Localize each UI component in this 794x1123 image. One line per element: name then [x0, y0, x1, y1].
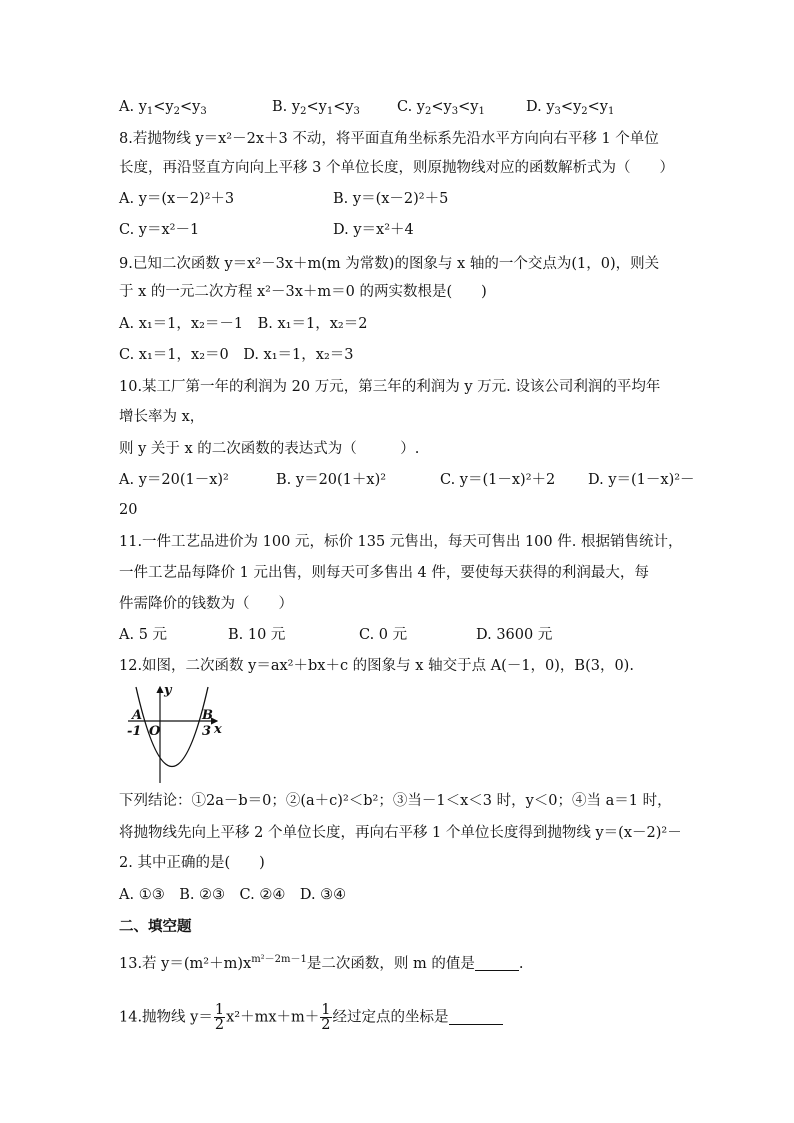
- q11-option-b: B. 10 元: [228, 627, 286, 643]
- q8-option-c: C. y＝x²－1: [119, 222, 200, 238]
- q11-stem-line2: 一件工艺品每降价 1 元出售，则每天可多售出 4 件，要使每天获得的利润最大，每: [119, 565, 649, 581]
- q13-answer-blank[interactable]: [475, 956, 519, 971]
- q9-stem-line2: 于 x 的一元二次方程 x²－3x＋m＝0 的两实数根是( ): [119, 284, 487, 300]
- y-axis-label: y: [164, 683, 172, 698]
- q11-stem-line1: 11.一件工艺品进价为 100 元，标价 135 元售出，每天可售出 100 件. 根据销售统计，: [119, 534, 683, 550]
- q14-stem: 14.抛物线 y＝ $\frac{1}{2}$ x²＋mx＋m＋ $\frac{1}{2}$ 经过定点的坐标是: [119, 1003, 503, 1032]
- q11-stem-line3: 件需降价的钱数为（ ）: [119, 596, 293, 612]
- q13-stem: 13.若 $y=(m^2+m)x^{m^2-2m-1}$是二次函数，则 m 的值是 .: [119, 954, 524, 972]
- q13-exponent: m²－2m－1: [251, 954, 307, 965]
- origin-label: O: [149, 724, 161, 739]
- q10-stem-line3: 则 y 关于 x 的二次函数的表达式为（ ）.: [119, 441, 420, 457]
- q11-option-a: A. 5 元: [119, 627, 168, 643]
- q12-stem-line4: 2. 其中正确的是( ): [119, 855, 265, 871]
- q7-option-d: D. $y_3<y_2<y_1$: [526, 99, 615, 117]
- tick-label-3: 3: [202, 724, 212, 739]
- fraction-one-half-2: $\frac{1}{2}$: [321, 1002, 331, 1033]
- q9-options-ab: A. x₁＝1，x₂＝－1 B. x₁＝1，x₂＝2: [119, 316, 368, 332]
- q9-stem-line1: 9.已知二次函数 y＝x²－3x＋m(m 为常数)的图象与 x 轴的一个交点为(1，0)，则关: [119, 256, 660, 272]
- q11-option-d: D. 3600 元: [476, 627, 553, 643]
- q8-option-d: D. y＝x²＋4: [333, 222, 414, 238]
- q7-option-b: B. $y_2<y_1<y_3$: [272, 99, 360, 117]
- q9-options-cd: C. x₁＝1，x₂＝0 D. x₁＝1，x₂＝3: [119, 347, 354, 363]
- q12-stem-line1: 12.如图，二次函数 y＝ax²＋bx＋c 的图象与 x 轴交于点 A(－1，0)，B(3，0).: [119, 658, 634, 674]
- q10-stem-line2: 增长率为 x，: [119, 409, 205, 425]
- q12-stem-line3: 将抛物线先向上平移 2 个单位长度，再向右平移 1 个单位长度得到抛物线 y＝(x－2)²－: [119, 825, 682, 841]
- q10-option-b: B. y＝20(1＋x)²: [276, 472, 387, 488]
- fraction-one-half: $\frac{1}{2}$: [214, 1002, 225, 1033]
- q8-option-a: A. y＝(x－2)²＋3: [119, 191, 235, 207]
- q11-option-c: C. 0 元: [359, 627, 408, 643]
- x-axis-label: x: [214, 722, 222, 737]
- q13-expression: (m²＋m)x: [183, 956, 252, 972]
- q8-option-b: B. y＝(x－2)²＋5: [333, 191, 449, 207]
- q7-option-a: A. $y_1<y_2<y_3$: [119, 99, 207, 117]
- point-a-label: A: [132, 708, 143, 723]
- tick-label-neg1: -1: [127, 724, 142, 739]
- q14-answer-blank[interactable]: [449, 1010, 503, 1025]
- point-b-label: B: [202, 708, 213, 723]
- q7-option-c: C. $y_2<y_3<y_1$: [397, 99, 485, 117]
- q10-stem-line1: 10.某工厂第一年的利润为 20 万元，第三年的利润为 y 万元. 设该公司利润的平均年: [119, 379, 661, 395]
- parabola-curve: [136, 687, 208, 767]
- section-heading: 二、填空题: [119, 918, 192, 935]
- q10-option-a: A. y＝20(1－x)²: [119, 472, 229, 488]
- q10-option-d: D. y＝(1－x)²－: [588, 472, 695, 488]
- q10-option-c: C. y＝(1－x)²＋2: [440, 472, 556, 488]
- q10-option-d-cont: 20: [119, 502, 138, 518]
- q12-options: A. ①③ B. ②③ C. ②④ D. ③④: [119, 887, 347, 903]
- parabola-figure: [122, 683, 232, 785]
- q8-stem-line1: 8.若抛物线 y＝x²－2x＋3 不动，将平面直角坐标系先沿水平方向向右平移 1 个单位: [119, 131, 659, 147]
- q8-stem-line2: 长度，再沿竖直方向向上平移 3 个单位长度，则原抛物线对应的函数解析式为（ ）: [119, 160, 674, 176]
- q12-stem-line2: 下列结论：①2a－b＝0；②(a＋c)²＜b²；③当－1＜x＜3 时，y＜0；④当 a＝1 时，: [119, 793, 672, 809]
